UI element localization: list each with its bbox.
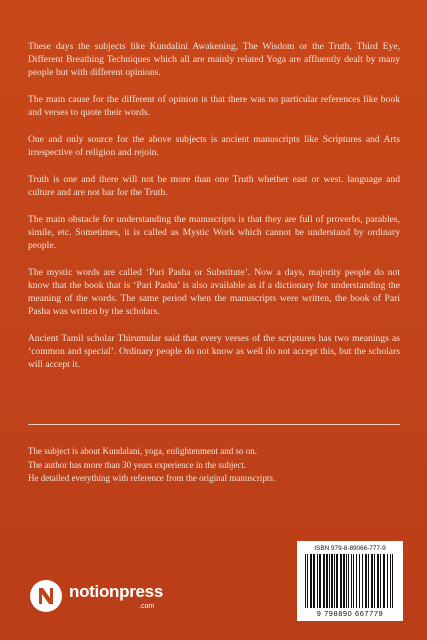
barcode-bar bbox=[387, 554, 388, 608]
barcode-bar bbox=[368, 554, 369, 608]
paragraph-3: One and only source for the above subjects is ancient manuscripts like Scriptures and Arts irrespective of religion and rejoin. bbox=[28, 134, 400, 158]
barcode-bar bbox=[319, 554, 321, 608]
paragraph-2: The main cause for the different of opinion is that there was no particular references like book and verses to quote their words. bbox=[28, 94, 400, 118]
paragraph-4: Truth is one and there will not be more than one Truth whether east or west. language and culture and are not bar for the Truth. bbox=[28, 174, 400, 198]
isbn-digits: 9 798890 667779 bbox=[316, 609, 384, 618]
summary-line-3: He detailed everything with reference from the original manuscripts. bbox=[28, 473, 276, 483]
barcode-bar bbox=[326, 554, 328, 608]
barcode-bar bbox=[348, 554, 349, 608]
barcode-bar bbox=[317, 554, 318, 608]
barcode-bar bbox=[351, 554, 352, 608]
barcode-bar bbox=[346, 554, 347, 608]
barcode-bar bbox=[359, 554, 360, 608]
paragraph-7: Ancient Tamil scholar Thirumular said that every verses of the scriptures has two meanings as ‘common and special’. Ordinary people do not know as well do not accept this, but the scholars will accept it. bbox=[28, 333, 400, 370]
book-summary bbox=[28, 445, 400, 486]
barcode-bar bbox=[371, 554, 373, 608]
isbn-label: ISBN 979-8-89066-777-9 bbox=[314, 545, 386, 552]
barcode-bar bbox=[323, 554, 325, 608]
publisher-name: notionpress bbox=[69, 582, 163, 601]
barcode-bar bbox=[353, 554, 354, 608]
barcode-bar bbox=[392, 554, 393, 608]
barcode-bar bbox=[377, 554, 379, 608]
paragraph-1: These days the subjects like Kundalini Awakening, The Wisdom or the Truth, Third Eye, Different Breathing Techniques which all are mainly related Yoga are affluently dealt by many people but with different opinions. bbox=[28, 41, 400, 78]
barcode-bar bbox=[374, 554, 375, 608]
barcode-icon bbox=[303, 554, 397, 608]
publisher-logo bbox=[28, 576, 188, 616]
barcode-bar bbox=[336, 554, 338, 608]
barcode-bar bbox=[340, 554, 342, 608]
barcode-bar bbox=[313, 554, 315, 608]
barcode-bar bbox=[307, 554, 308, 608]
barcode-bar bbox=[356, 554, 357, 608]
barcode-bar bbox=[343, 554, 345, 608]
notionpress-logo-icon bbox=[28, 578, 64, 614]
paragraph-6: The mystic words are called ‘Pari Pasha or Substitute’. Now a days, majority people do not know that the book that is ‘Pari Pasha’ is also available as if a dictionary for understanding the meaning of the words. The same period when the manuscripts were written, the book of Pari Pasha was written by the scholars. bbox=[28, 267, 400, 317]
barcode-bar bbox=[380, 554, 381, 608]
isbn-barcode-box bbox=[297, 541, 403, 621]
barcode-bar bbox=[329, 554, 330, 608]
barcode-bar bbox=[331, 554, 333, 608]
barcode-bar bbox=[305, 554, 306, 608]
barcode-bar bbox=[390, 554, 391, 608]
section-divider bbox=[28, 424, 400, 425]
summary-line-2: The author has more than 30 years experience in the subject. bbox=[28, 459, 247, 470]
publisher-domain: .com bbox=[139, 603, 155, 610]
paragraph-5: The main obstacle for understanding the manuscripts is that they are full of proverbs, parables, simile, etc. Sometimes, it is called as Mystic Work which cannot be understand by ordinary people. bbox=[28, 214, 400, 251]
barcode-bar bbox=[362, 554, 363, 608]
barcode-bar bbox=[334, 554, 335, 608]
barcode-bar bbox=[365, 554, 367, 608]
barcode-bar bbox=[310, 554, 312, 608]
back-cover-description bbox=[28, 40, 400, 385]
barcode-bar bbox=[383, 554, 385, 608]
summary-line-1: The subject is about Kundalani, yoga, enlightenment and so on. bbox=[28, 446, 257, 456]
